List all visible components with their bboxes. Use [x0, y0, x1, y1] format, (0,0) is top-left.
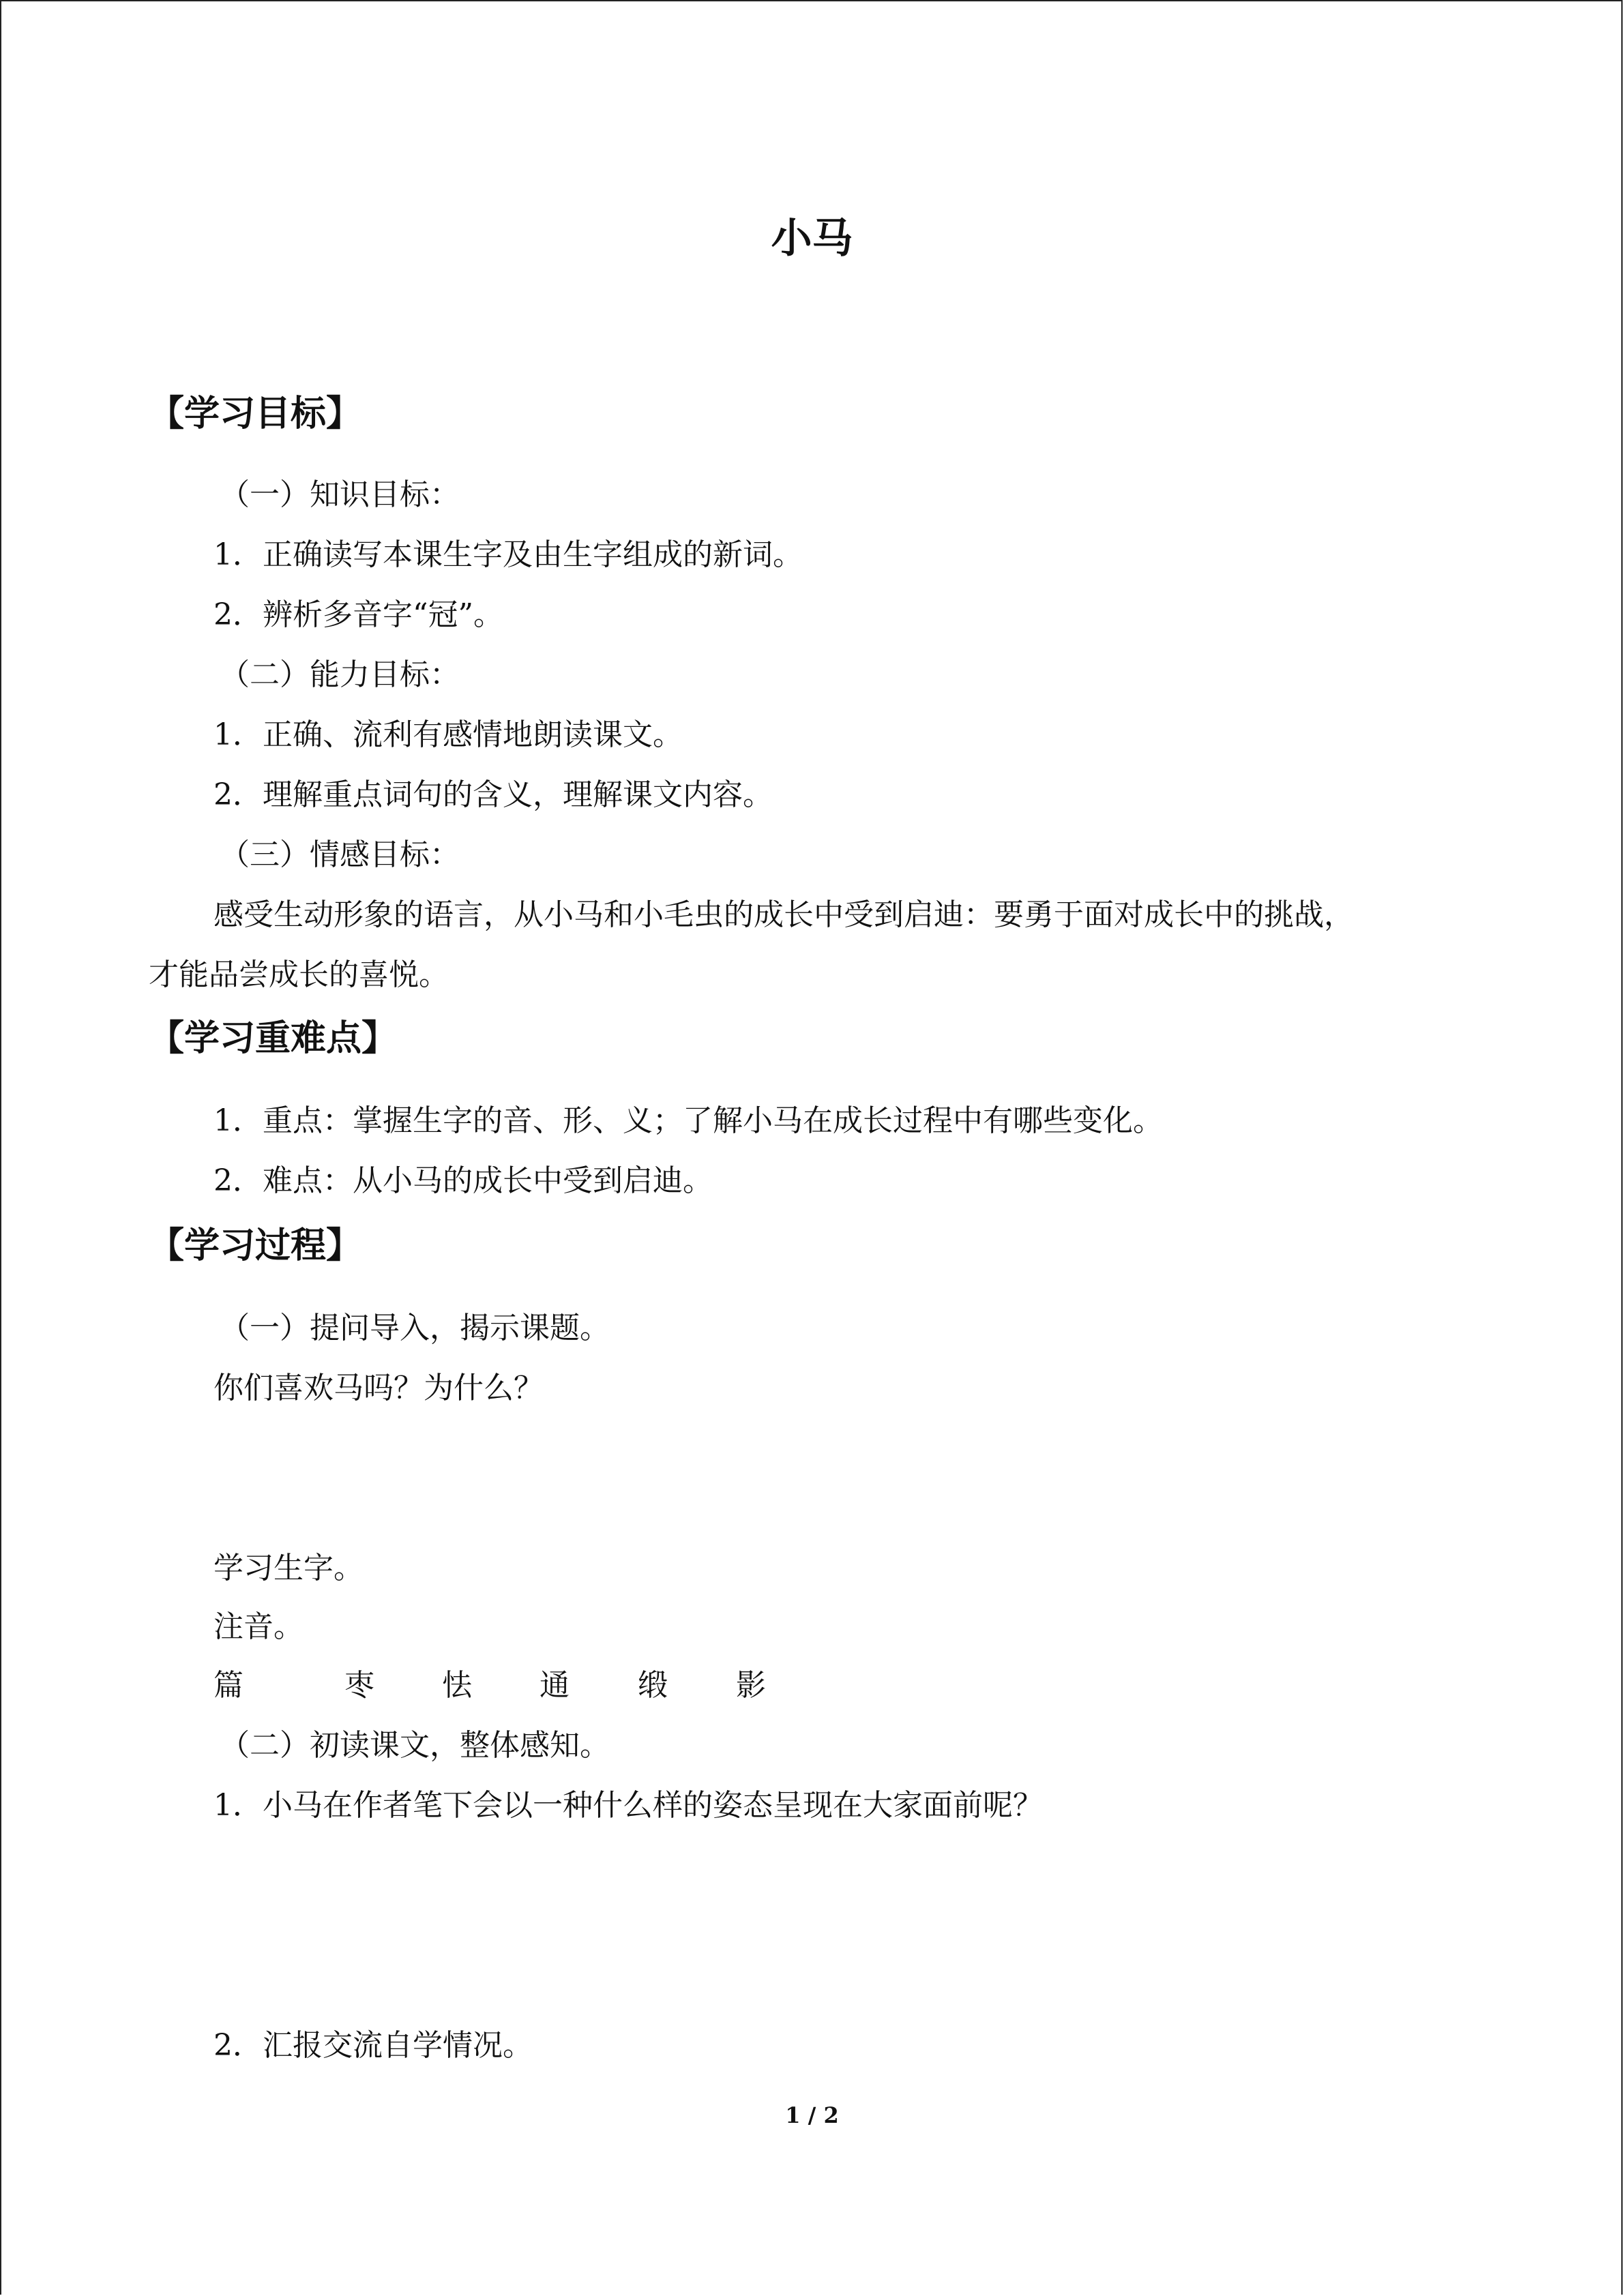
knowledge-goal-item: 2．辨析多音字“冠”。: [213, 597, 503, 632]
process-question: 1．小马在作者笔下会以一种什么样的姿态呈现在大家面前呢？: [213, 1788, 1043, 1823]
character-item: 怯: [442, 1668, 472, 1703]
process-step-label: （二）初读课文，整体感知。: [220, 1728, 610, 1763]
key-point-item: 2．难点：从小马的成长中受到启迪。: [213, 1163, 713, 1198]
emotion-goal-text-continued: 才能品尝成长的喜悦。: [149, 957, 449, 992]
character-item: 缎: [638, 1668, 668, 1703]
key-point-item: 1．重点：掌握生字的音、形、义；了解小马在成长过程中有哪些变化。: [213, 1103, 1163, 1138]
process-step-label: （一）提问导入，揭示课题。: [220, 1311, 610, 1345]
knowledge-goal-label: （一）知识目标：: [220, 477, 460, 512]
process-instruction: 注音。: [213, 1609, 304, 1644]
emotion-goal-label: （三）情感目标：: [220, 837, 460, 872]
process-instruction: 学习生字。: [213, 1551, 364, 1585]
page-number: 1 / 2: [785, 2102, 839, 2128]
character-item: 篇: [213, 1668, 243, 1703]
process-question: 2．汇报交流自学情况。: [213, 2028, 533, 2063]
emotion-goal-text: 感受生动形象的语言，从小马和小毛虫的成长中受到启迪：要勇于面对成长中的挑战，: [213, 897, 1354, 932]
ability-goal-label: （二）能力目标：: [220, 657, 460, 692]
knowledge-goal-item: 1．正确读写本课生字及由生字组成的新词。: [213, 537, 803, 572]
section-heading-key-points: 【学习重难点】: [149, 1017, 398, 1059]
character-item: 通: [540, 1668, 570, 1703]
process-question: 你们喜欢马吗？为什么？: [213, 1371, 544, 1405]
page-title: 小马: [771, 215, 853, 263]
ability-goal-item: 1．正确、流利有感情地朗读课文。: [213, 717, 683, 752]
section-heading-process: 【学习过程】: [149, 1225, 362, 1266]
character-list: [213, 1665, 1032, 1706]
ability-goal-item: 2．理解重点词句的含义，理解课文内容。: [213, 777, 773, 812]
character-item: 影: [736, 1668, 766, 1703]
character-item: 枣: [344, 1668, 374, 1703]
section-heading-objectives: 【学习目标】: [149, 393, 362, 434]
